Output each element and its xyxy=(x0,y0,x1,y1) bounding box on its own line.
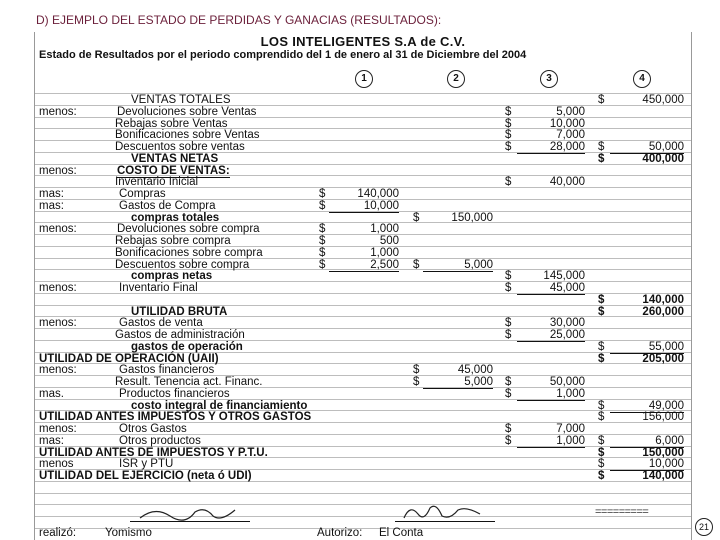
row-label: Devoluciones sobre Ventas xyxy=(117,105,257,118)
amount-col-3: 1,000 xyxy=(517,388,585,401)
statement-row xyxy=(35,153,691,165)
amount-col-3: 7,000 xyxy=(556,423,585,435)
amount-col-1: 1,000 xyxy=(370,223,399,236)
currency-sign: $ xyxy=(505,270,512,283)
made-by-name: Yomismo xyxy=(105,527,152,539)
currency-sign: $ xyxy=(598,293,605,306)
statement-row xyxy=(35,106,691,118)
currency-sign: $ xyxy=(505,329,512,341)
row-prefix: menos: xyxy=(39,223,77,236)
statement-row xyxy=(35,341,691,353)
row-label: compras totales xyxy=(131,211,220,224)
row-label: COSTO DE VENTAS: xyxy=(117,164,230,177)
row-label: ISR y PTU xyxy=(119,458,174,471)
statement-row xyxy=(35,306,691,318)
grid-line xyxy=(35,504,691,505)
statement-row xyxy=(35,94,691,106)
row-prefix: menos: xyxy=(39,364,77,377)
statement-row xyxy=(35,247,691,259)
amount-col-1: 500 xyxy=(379,235,399,247)
amount-col-1: 1,000 xyxy=(370,246,399,259)
currency-sign: $ xyxy=(598,152,605,165)
currency-sign: $ xyxy=(505,117,512,130)
statement-row xyxy=(35,411,691,423)
currency-sign: $ xyxy=(505,282,512,294)
amount-col-1: 2,500 xyxy=(329,259,399,272)
amount-col-2: 150,000 xyxy=(451,211,493,224)
amount-col-1: 10,000 xyxy=(329,200,399,213)
row-prefix: UTILIDAD DE OPERACIÓN (UAII) xyxy=(39,352,219,365)
authorized-label: Autorizo: xyxy=(317,527,363,539)
currency-sign: $ xyxy=(505,105,512,118)
amount-col-3: 5,000 xyxy=(556,105,585,118)
statement-row xyxy=(35,376,691,388)
statement-row xyxy=(35,188,691,200)
currency-sign: $ xyxy=(598,458,605,471)
company-name: LOS INTELIGENTES S.A de C.V. xyxy=(260,34,466,49)
row-prefix: mas: xyxy=(39,188,64,200)
currency-sign: $ xyxy=(505,129,512,142)
row-prefix: UTILIDAD DEL EJERCICIO (neta ó UDI) xyxy=(39,470,252,482)
amount-col-3: 50,000 xyxy=(549,376,585,388)
row-prefix: UTILIDAD ANTES DE IMPUESTOS Y P.T.U. xyxy=(39,446,268,459)
statement-row xyxy=(35,364,691,376)
statement-row xyxy=(35,294,691,306)
row-prefix: menos: xyxy=(39,423,77,435)
currency-sign: $ xyxy=(598,141,605,153)
currency-sign: $ xyxy=(598,305,605,318)
signature-mark-made xyxy=(135,502,245,524)
amount-col-3: 7,000 xyxy=(556,129,585,142)
authorized-name: El Conta xyxy=(379,527,424,539)
amount-col-4: 400,000 xyxy=(642,152,684,165)
currency-sign: $ xyxy=(505,387,512,400)
row-label: Compras xyxy=(119,188,166,200)
column-marker: 3 xyxy=(540,70,558,88)
currency-sign: $ xyxy=(413,364,420,377)
column-marker: 4 xyxy=(633,70,651,88)
statement-row xyxy=(35,270,691,282)
statement-row xyxy=(35,259,691,271)
statement-row xyxy=(35,223,691,235)
currency-sign: $ xyxy=(319,258,326,271)
statement-row xyxy=(35,458,691,470)
row-label: Gastos de Compra xyxy=(119,199,216,212)
row-label: costo integral de financiamiento xyxy=(131,399,308,412)
column-marker: 1 xyxy=(355,70,373,88)
row-prefix: menos: xyxy=(39,105,77,118)
statement-row xyxy=(35,141,691,153)
row-label: Rebajas sobre Ventas xyxy=(115,117,228,130)
double-rule: ========= xyxy=(595,506,649,518)
statement-row xyxy=(35,400,691,412)
currency-sign: $ xyxy=(505,376,512,388)
row-label: compras netas xyxy=(131,270,213,283)
amount-col-4: 450,000 xyxy=(642,94,684,106)
amount-col-2: 5,000 xyxy=(423,376,493,389)
amount-col-4: 150,000 xyxy=(642,446,684,459)
row-label: Result. Tenencia act. Financ. xyxy=(115,376,263,388)
amount-col-3: 145,000 xyxy=(543,270,585,283)
row-label: Descuentos sobre ventas xyxy=(115,141,245,153)
amount-col-4: 140,000 xyxy=(642,470,684,482)
amount-col-2: 5,000 xyxy=(423,259,493,272)
currency-sign: $ xyxy=(319,199,326,212)
row-label: Inventario Inicial xyxy=(115,176,199,189)
amount-col-4: 49,000 xyxy=(610,400,684,413)
row-label: VENTAS TOTALES xyxy=(131,94,231,106)
income-statement-sheet xyxy=(34,32,692,540)
amount-col-4: 55,000 xyxy=(610,341,684,354)
amount-col-3: 28,000 xyxy=(517,141,585,154)
currency-sign: $ xyxy=(598,434,605,447)
currency-sign: $ xyxy=(505,434,512,447)
statement-row xyxy=(35,129,691,141)
row-prefix: menos: xyxy=(39,164,77,177)
statement-row xyxy=(35,435,691,447)
grid-line xyxy=(35,516,691,517)
amount-col-3: 10,000 xyxy=(549,117,585,130)
amount-col-4: 260,000 xyxy=(642,305,684,318)
currency-sign: $ xyxy=(413,376,420,388)
currency-sign: $ xyxy=(598,340,605,353)
row-label: Bonificaciones sobre compra xyxy=(115,246,263,259)
currency-sign: $ xyxy=(413,211,420,224)
statement-row xyxy=(35,118,691,130)
row-label: Gastos de administración xyxy=(115,329,245,341)
amount-col-4: 50,000 xyxy=(610,141,684,154)
statement-row xyxy=(35,282,691,294)
currency-sign: $ xyxy=(598,470,605,482)
currency-sign: $ xyxy=(598,94,605,106)
currency-sign: $ xyxy=(598,446,605,459)
amount-col-2: 45,000 xyxy=(457,364,493,377)
statement-row xyxy=(35,447,691,459)
currency-sign: $ xyxy=(413,258,420,271)
row-prefix: menos: xyxy=(39,317,77,330)
currency-sign: $ xyxy=(598,352,605,365)
row-label: Descuentos sobre compra xyxy=(115,258,250,271)
statement-row xyxy=(35,235,691,247)
statement-row xyxy=(35,329,691,341)
currency-sign: $ xyxy=(598,411,605,424)
column-marker: 2 xyxy=(447,70,465,88)
row-prefix: mas: xyxy=(39,434,64,447)
currency-sign: $ xyxy=(319,188,326,200)
amount-col-3: 45,000 xyxy=(517,282,585,295)
amount-col-3: 25,000 xyxy=(517,329,585,342)
row-label: Gastos financieros xyxy=(119,364,215,377)
row-prefix: mas: xyxy=(39,199,64,212)
row-label: Otros productos xyxy=(119,434,201,447)
amount-col-4: 6,000 xyxy=(610,435,684,448)
row-prefix: menos xyxy=(39,458,74,471)
statement-row xyxy=(35,388,691,400)
currency-sign: $ xyxy=(319,246,326,259)
page-number: 21 xyxy=(695,518,713,536)
row-label: Gastos de venta xyxy=(119,317,203,330)
currency-sign: $ xyxy=(505,176,512,189)
currency-sign: $ xyxy=(505,317,512,330)
row-label: Rebajas sobre compra xyxy=(115,235,231,247)
row-prefix: mas. xyxy=(39,387,64,400)
statement-row xyxy=(35,353,691,365)
slide-title: D) EJEMPLO DEL ESTADO DE PERDIDAS Y GANACIAS (RESULTADOS): xyxy=(36,13,442,27)
row-label: Otros Gastos xyxy=(119,423,187,435)
amount-col-3: 1,000 xyxy=(517,435,585,448)
currency-sign: $ xyxy=(505,141,512,153)
amount-col-4: 156,000 xyxy=(642,411,684,424)
currency-sign: $ xyxy=(505,423,512,435)
statement-row xyxy=(35,423,691,435)
amount-col-4: 205,000 xyxy=(642,352,684,365)
statement-row xyxy=(35,212,691,224)
currency-sign: $ xyxy=(319,235,326,247)
row-label: gastos de operación xyxy=(131,340,243,353)
amount-col-1: 140,000 xyxy=(357,188,399,200)
statement-row xyxy=(35,317,691,329)
row-label: Inventario Final xyxy=(119,282,198,294)
row-prefix: UTILIDAD ANTES IMPUESTOS Y OTROS GASTOS xyxy=(39,411,312,424)
statement-row xyxy=(35,470,691,482)
amount-col-4: 140,000 xyxy=(642,293,684,306)
amount-col-3: 30,000 xyxy=(549,317,585,330)
statement-subtitle: Estado de Resultados por el periodo comprendido del 1 de enero al 31 de Diciembre del 2004 xyxy=(39,49,527,61)
statement-row xyxy=(35,176,691,188)
grid-line xyxy=(35,493,691,494)
row-prefix: menos: xyxy=(39,282,77,294)
statement-row xyxy=(35,200,691,212)
made-by-label: realizó: xyxy=(39,527,77,539)
row-label: UTILIDAD BRUTA xyxy=(131,305,228,318)
statement-row xyxy=(35,165,691,177)
row-label: VENTAS NETAS xyxy=(131,152,219,165)
amount-col-3: 40,000 xyxy=(549,176,585,189)
currency-sign: $ xyxy=(319,223,326,236)
currency-sign: $ xyxy=(598,399,605,412)
row-label: Productos financieros xyxy=(119,387,230,400)
row-label: Bonificaciones sobre Ventas xyxy=(115,129,260,142)
signature-mark-auth xyxy=(400,500,490,524)
amount-col-4: 10,000 xyxy=(610,458,684,471)
row-label: Devoluciones sobre compra xyxy=(117,223,260,236)
